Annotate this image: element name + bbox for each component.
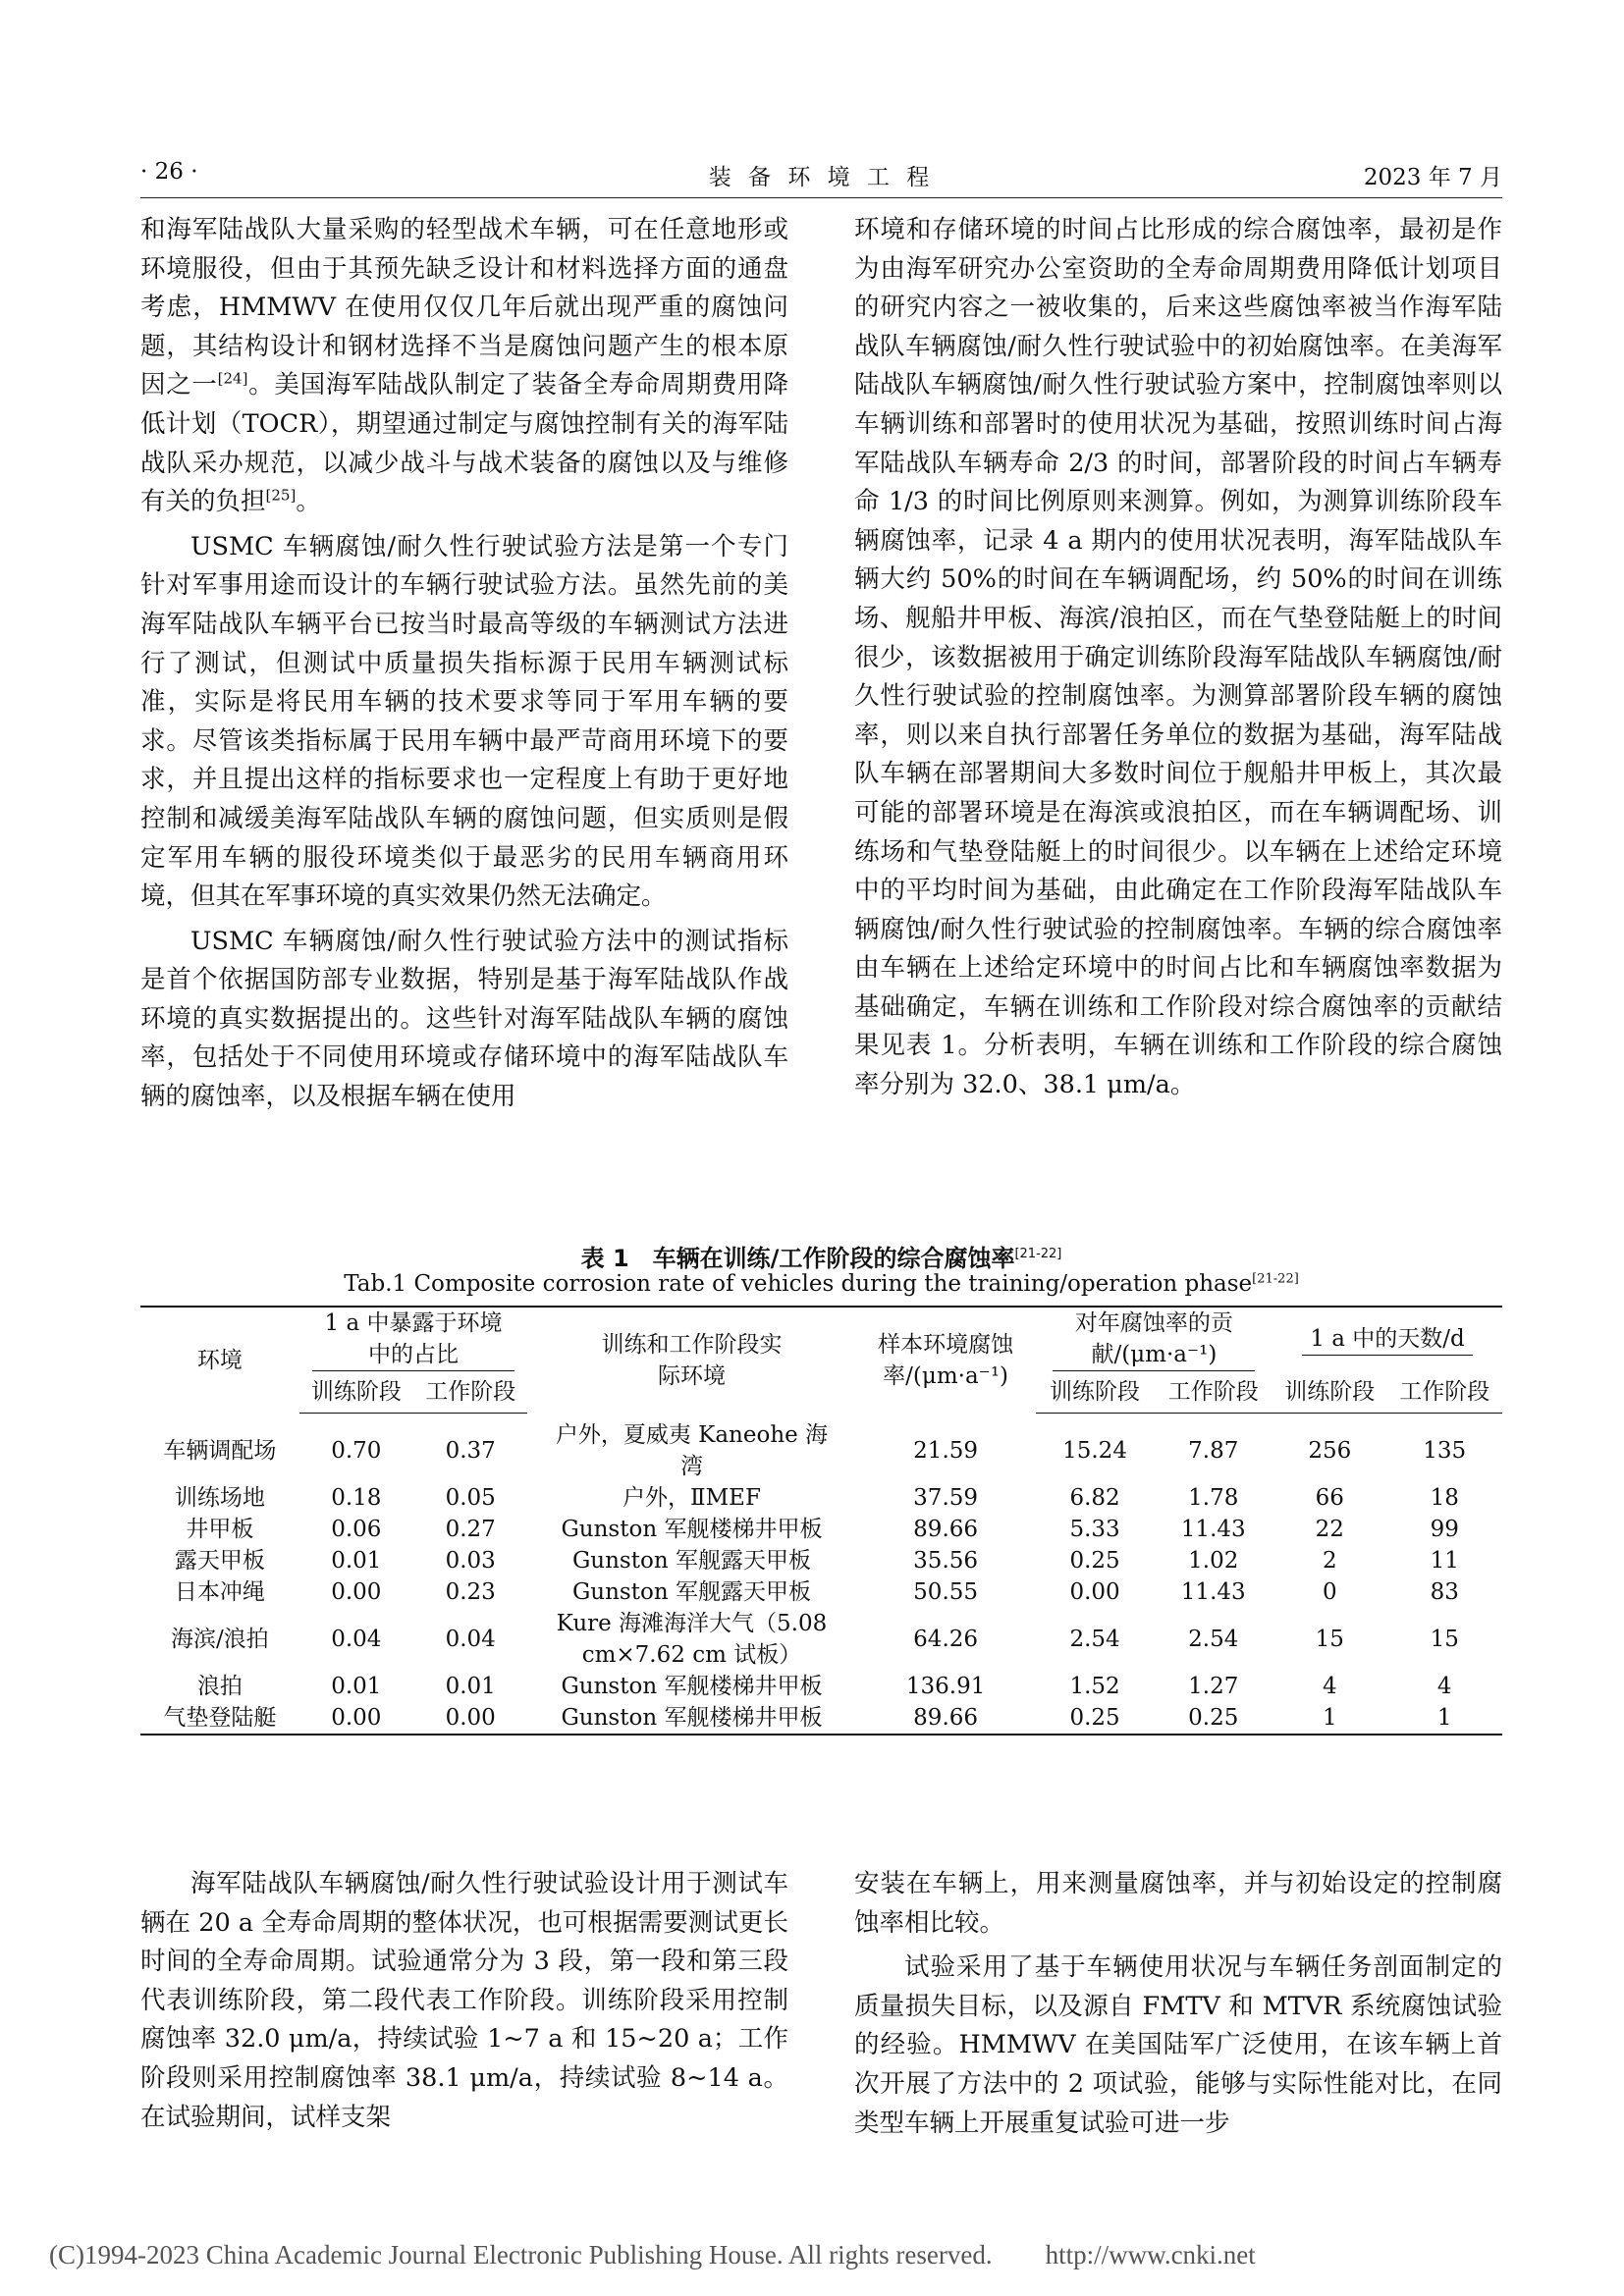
cell-share-train: 0.18 <box>331 1484 382 1511</box>
cell-contrib-train: 1.52 <box>1069 1673 1120 1699</box>
header-share-work: 工作阶段 <box>413 1371 527 1414</box>
paragraph: USMC 车辆腐蚀/耐久性行驶试验方法中的测试指标是首个依据国防部专业数据，特别是基于海军陆战队作战环境的真实数据提出的。这些针对海军陆战队车辆的腐蚀率，包括处于不同使用环境或存储环境中的海军陆战队车辆的腐蚀率，以及根据车辆在使用 <box>140 926 788 1112</box>
cell-share-work: 0.01 <box>445 1673 496 1699</box>
cell-contrib-work: 2.54 <box>1188 1626 1239 1652</box>
page-number: · 26 · <box>140 159 198 185</box>
cell-env: 日本冲绳 <box>174 1578 265 1605</box>
table-row <box>140 1414 1502 1482</box>
composite-corrosion-table <box>140 1306 1502 1735</box>
cell-share-train: 0.00 <box>299 1702 413 1735</box>
cell-share-train: 0.00 <box>331 1578 382 1605</box>
cell-share-train: 0.06 <box>331 1516 382 1542</box>
table-caption-cn: 表 1 车辆在训练/工作阶段的综合腐蚀率[21-22] <box>580 1245 1062 1272</box>
cell-contrib-train: 0.25 <box>1069 1547 1120 1574</box>
paragraph: 安装在车辆上，用来测量腐蚀率，并与初始设定的控制腐蚀率相比较。 <box>854 1869 1502 1938</box>
cell-sample-rate: 37.59 <box>913 1484 979 1511</box>
cell-days-work: 1 <box>1386 1702 1502 1735</box>
cell-actual-env: 户外，ⅡMEF <box>622 1484 761 1511</box>
cell-days-work: 99 <box>1430 1516 1459 1542</box>
cell-days-work: 135 <box>1423 1437 1467 1464</box>
cell-days-train: 4 <box>1322 1673 1337 1699</box>
cell-contrib-work: 0.25 <box>1154 1702 1272 1735</box>
cell-days-train: 256 <box>1308 1437 1352 1464</box>
header-contribution: 对年腐蚀率的贡献/(μm·a⁻¹) <box>1036 1307 1272 1371</box>
table-row <box>140 1671 1502 1702</box>
header-sample-rate: 样本环境腐蚀率/(μm·a⁻¹) <box>856 1307 1036 1414</box>
left-column-top <box>140 211 788 1117</box>
header-env: 环境 <box>140 1307 299 1414</box>
cell-contrib-work: 11.43 <box>1180 1516 1246 1542</box>
cell-days-work: 83 <box>1430 1578 1459 1605</box>
header-days-train: 训练阶段 <box>1272 1371 1386 1414</box>
paragraph: USMC 车辆腐蚀/耐久性行驶试验方法是第一个专门针对军事用途而设计的车辆行驶试验方法。虽然先前的美海军陆战队车辆平台已按当时最高等级的车辆测试方法进行了测试，但测试中质量损失指标源于民用车辆测试标准，实际是将民用车辆的技术要求等同于军用车辆的要求。尽管该类指标属于民用车辆中最严苛商用环境下的要求，并且提出这样的指标要求也一定程度上有助于更好地控制和减缓美海军陆战队车辆的腐蚀问题，但实质则是假定军用车辆的服役环境类似于最恶劣的民用车辆商用环境，但其在军事环境的真实效果仍然无法确定。 <box>140 531 788 912</box>
cell-sample-rate: 35.56 <box>913 1547 979 1574</box>
cell-sample-rate: 136.91 <box>905 1673 986 1699</box>
cell-contrib-train: 0.25 <box>1036 1702 1155 1735</box>
page-header <box>140 159 1502 198</box>
cell-share-work: 0.00 <box>413 1702 527 1735</box>
cell-contrib-train: 6.82 <box>1069 1484 1120 1511</box>
cell-share-work: 0.23 <box>445 1578 496 1605</box>
cell-contrib-train: 5.33 <box>1069 1516 1120 1542</box>
cell-days-train: 1 <box>1272 1702 1386 1735</box>
left-column-bottom <box>140 1865 788 2137</box>
paragraph: 和海军陆战队大量采购的轻型战术车辆，可在任意地形或环境服役，但由于其预先缺乏设计和材料选择方面的通盘考虑，HMMWV 在使用仅仅几年后就出现严重的腐蚀问题，其结构设计和钢材选择不当是腐蚀问题产生的根本原因之一[24]。美国海军陆战队制定了装备全寿命周期费用降低计划（TOCR），期望通过制定与腐蚀控制有关的海军陆战队采办规范，以减少战斗与战术装备的腐蚀以及与维修有关的负担[25]。 <box>140 215 788 517</box>
issue-date: 2023 年 7 月 <box>1363 165 1502 190</box>
header-share-train: 训练阶段 <box>299 1371 413 1414</box>
cell-share-train: 0.01 <box>331 1673 382 1699</box>
table-row <box>140 1514 1502 1545</box>
table-row <box>140 1576 1502 1608</box>
cell-actual-env: Gunston 军舰露天甲板 <box>571 1578 811 1605</box>
cell-days-train: 2 <box>1322 1547 1337 1574</box>
cell-share-work: 0.04 <box>445 1626 496 1652</box>
cell-contrib-train: 0.00 <box>1069 1578 1120 1605</box>
cell-days-train: 66 <box>1315 1484 1344 1511</box>
cell-sample-rate: 64.26 <box>913 1626 979 1652</box>
cell-contrib-train: 2.54 <box>1069 1626 1120 1652</box>
cell-contrib-work: 11.43 <box>1180 1578 1246 1605</box>
citation: [25] <box>265 486 297 505</box>
cell-contrib-work: 1.02 <box>1188 1547 1239 1574</box>
citation: [24] <box>217 369 248 388</box>
right-column-top <box>854 211 1502 1105</box>
header-actual-env: 训练和工作阶段实际环境 <box>527 1307 855 1414</box>
cell-actual-env: Gunston 军舰楼梯井甲板 <box>561 1516 823 1542</box>
header-share: 1 a 中暴露于环境中的占比 <box>299 1307 528 1371</box>
paragraph: 海军陆战队车辆腐蚀/耐久性行驶试验设计用于测试车辆在 20 a 全寿命周期的整体状况，也可根据需要测试更长时间的全寿命周期。试验通常分为 3 段，第一段和第三段代表训练阶段，第二段代表工作阶段。训练阶段采用控制腐蚀率 32.0 μm/a，持续试验 1~7 a 和 15~20 a；工作阶段则采用控制腐蚀率 38.1 μm/a，持续试验 8~14 a。在试验期间，试样支架 <box>140 1869 788 2132</box>
cell-share-train: 0.01 <box>331 1547 382 1574</box>
cell-days-work: 15 <box>1430 1626 1459 1652</box>
table-row <box>140 1608 1502 1671</box>
cell-env: 训练场地 <box>174 1484 265 1511</box>
cell-share-work: 0.05 <box>445 1484 496 1511</box>
cell-contrib-work: 1.78 <box>1188 1484 1239 1511</box>
cell-contrib-train: 15.24 <box>1062 1437 1127 1464</box>
header-rule <box>140 197 1502 198</box>
cell-share-work: 0.37 <box>445 1437 496 1464</box>
cell-days-work: 4 <box>1436 1673 1452 1699</box>
cell-env: 露天甲板 <box>174 1547 265 1574</box>
cell-actual-env: Gunston 军舰露天甲板 <box>571 1547 811 1574</box>
cell-days-work: 18 <box>1430 1484 1459 1511</box>
cell-sample-rate: 89.66 <box>913 1516 979 1542</box>
table-row <box>140 1482 1502 1514</box>
cell-sample-rate: 50.55 <box>913 1578 979 1605</box>
cell-env: 海滨/浪拍 <box>170 1626 269 1652</box>
cell-share-train: 0.04 <box>331 1626 382 1652</box>
journal-title: 装 备 环 境 工 程 <box>708 165 935 190</box>
header-contrib-train: 训练阶段 <box>1036 1371 1155 1414</box>
cell-days-work: 11 <box>1430 1547 1459 1574</box>
header-days: 1 a 中的天数/d <box>1272 1307 1502 1371</box>
cell-share-work: 0.27 <box>445 1516 496 1542</box>
copyright-footer: (C)1994-2023 China Academic Journal Electronic Publishing House. All rights reserved. http://www.cnki.net <box>49 2240 1256 2269</box>
header-contrib-work: 工作阶段 <box>1154 1371 1272 1414</box>
cell-actual-env: Gunston 军舰楼梯井甲板 <box>561 1673 823 1699</box>
cell-env: 浪拍 <box>196 1673 243 1699</box>
cell-share-train: 0.70 <box>331 1437 382 1464</box>
cell-env: 车辆调配场 <box>163 1437 277 1464</box>
cell-contrib-work: 1.27 <box>1188 1673 1239 1699</box>
cell-sample-rate: 89.66 <box>856 1702 1036 1735</box>
cell-days-train: 0 <box>1322 1578 1337 1605</box>
cell-env: 气垫登陆艇 <box>140 1702 299 1735</box>
table-row <box>140 1702 1502 1735</box>
cell-days-train: 15 <box>1315 1626 1344 1652</box>
table-row <box>140 1545 1502 1576</box>
paragraph: 试验采用了基于车辆使用状况与车辆任务剖面制定的质量损失目标，以及源自 FMTV 和 MTVR 系统腐蚀试验的经验。HMMWV 在美国陆军广泛使用，在该车辆上首次开展了方法中的 2 项试验，能够与实际性能对比，在同类型车辆上开展重复试验可进一步 <box>854 1952 1502 2138</box>
paragraph: 环境和存储环境的时间占比形成的综合腐蚀率，最初是作为由海军研究办公室资助的全寿命周期费用降低计划项目的研究内容之一被收集的，后来这些腐蚀率被当作海军陆战队车辆腐蚀/耐久性行驶试验中的初始腐蚀率。在美海军陆战队车辆腐蚀/耐久性行驶试验方案中，控制腐蚀率则以车辆训练和部署时的使用状况为基础，按照训练时间占海军陆战队车辆寿命 2/3 的时间，部署阶段的时间占车辆寿命 1/3 的时间比例原则来测算。例如，为测算训练阶段车辆腐蚀率，记录 4 a 期内的使用状况表明，海军陆战队车辆大约 50%的时间在车辆调配场，约 50%的时间在训练场、舰船井甲板、海滨/浪拍区，而在气垫登陆艇上的时间很少，该数据被用于确定训练阶段海军陆战队车辆腐蚀/耐久性行驶试验的控制腐蚀率。为测算部署阶段车辆的腐蚀率，则以来自执行部署任务单位的数据为基础，海军陆战队车辆在部署期间大多数时间位于舰船井甲板上，其次最可能的部署环境是在海滨或浪拍区，而在车辆调配场、训练场和气垫登陆艇上的时间很少。以车辆在上述给定环境中的平均时间为基础，由此确定在工作阶段海军陆战队车辆腐蚀/耐久性行驶试验的控制腐蚀率。车辆的综合腐蚀率由车辆在上述给定环境中的时间占比和车辆腐蚀率数据为基础确定，车辆在训练和工作阶段对综合腐蚀率的贡献结果见表 1。分析表明，车辆在训练和工作阶段的综合腐蚀率分别为 32.0、38.1 μm/a。 <box>854 215 1502 1100</box>
cell-days-train: 22 <box>1315 1516 1344 1542</box>
cell-contrib-work: 7.87 <box>1188 1437 1239 1464</box>
table-caption-en: Tab.1 Composite corrosion rate of vehicles during the training/operation phase[21-22] <box>344 1271 1299 1297</box>
header-days-work: 工作阶段 <box>1386 1371 1502 1414</box>
cell-env: 井甲板 <box>186 1516 254 1542</box>
cell-actual-env: Kure 海滩海洋大气（5.08 cm×7.62 cm 试板） <box>556 1610 828 1668</box>
cell-actual-env: 户外，夏威夷 Kaneohe 海湾 <box>555 1421 829 1479</box>
cell-sample-rate: 21.59 <box>913 1437 979 1464</box>
cell-share-work: 0.03 <box>445 1547 496 1574</box>
cell-actual-env: Gunston 军舰楼梯井甲板 <box>527 1702 855 1735</box>
right-column-bottom <box>854 1865 1502 2143</box>
